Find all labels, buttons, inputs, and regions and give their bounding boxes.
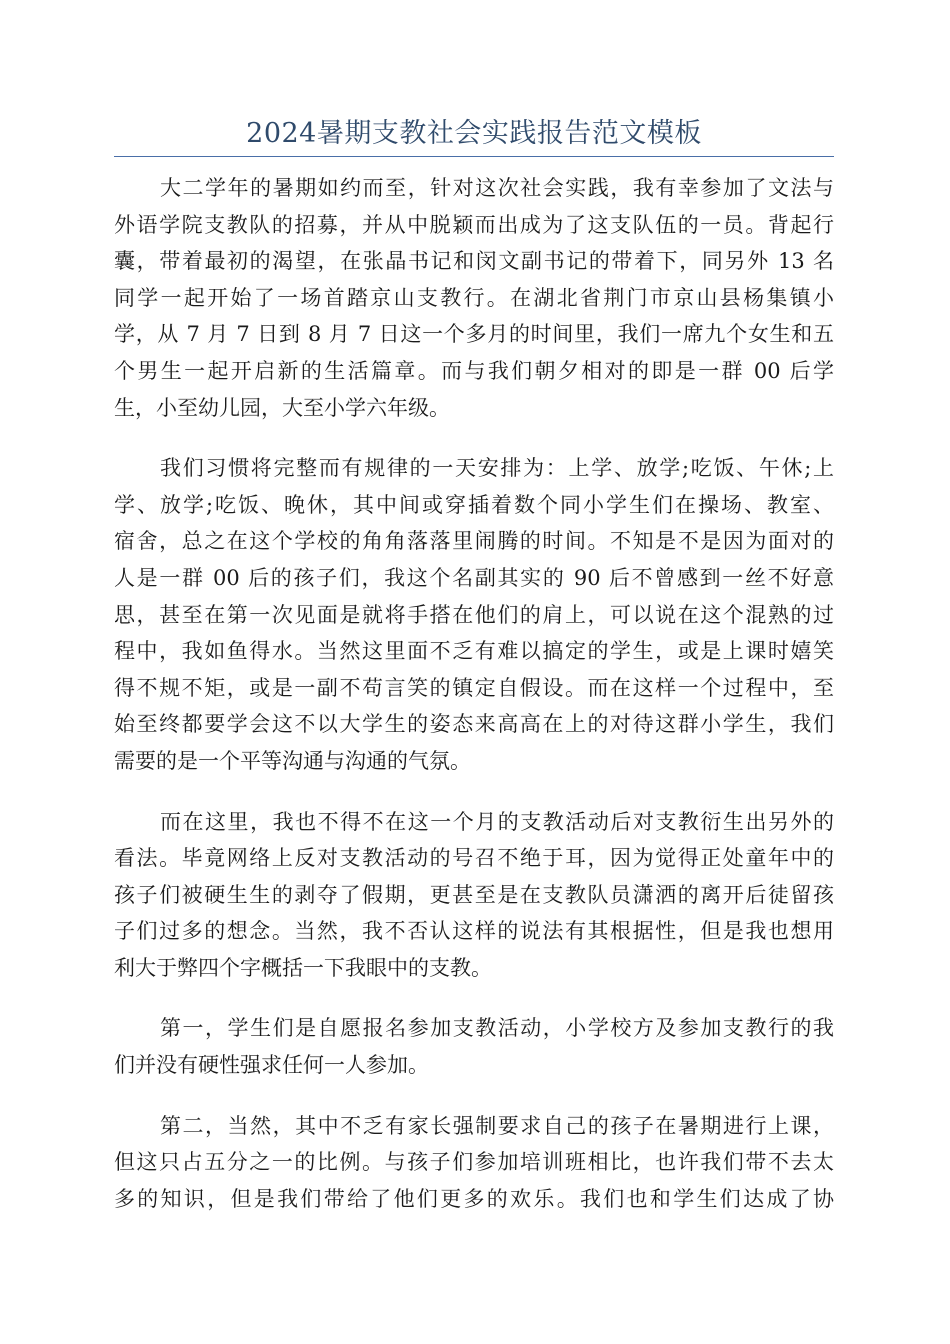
text-line: 子们过多的想念。当然，我不否认这样的说法有其根据性，但是我也想用 bbox=[114, 919, 834, 944]
text-line: 利大于弊四个字概括一下我眼中的支教。 bbox=[114, 955, 492, 980]
text-line: 孩子们被硬生生的剥夺了假期，更甚至是在支教队员潇洒的离开后徒留孩 bbox=[114, 882, 834, 907]
title-underline bbox=[114, 156, 834, 157]
text-line: 思，甚至在第一次见面是就将手搭在他们的肩上，可以说在这个混熟的过 bbox=[114, 602, 834, 627]
text-line: 大二学年的暑期如约而至，针对这次社会实践，我有幸参加了文法与 bbox=[160, 176, 834, 200]
text-line: 人是一群 00 后的孩子们，我这个名副其实的 90 后不曾感到一丝不好意 bbox=[114, 565, 834, 590]
paragraph bbox=[114, 170, 834, 426]
text-line: 生，小至幼儿园，大至小学六年级。 bbox=[114, 395, 450, 420]
text-line: 同学一起开始了一场首踏京山支教行。在湖北省荆门市京山县杨集镇小 bbox=[114, 285, 834, 310]
text-line: 们并没有硬性强求任何一人参加。 bbox=[114, 1053, 429, 1078]
document-title: 2024暑期支教社会实践报告范文模板 bbox=[246, 118, 702, 149]
text-line: 学、放学;吃饭、晚休，其中间或穿插着数个同小学生们在操场、教室、 bbox=[114, 492, 834, 517]
text-line: 外语学院支教队的招募，并从中脱颖而出成为了这支队伍的一员。背起行 bbox=[114, 212, 834, 237]
paragraph bbox=[114, 1010, 834, 1083]
text-line: 我们习惯将完整而有规律的一天安排为：上学、放学;吃饭、午休;上 bbox=[160, 456, 834, 481]
text-line: 个男生一起开启新的生活篇章。而与我们朝夕相对的即是一群 00 后学 bbox=[114, 358, 834, 383]
text-line: 始至终都要学会这不以大学生的姿态来高高在上的对待这群小学生，我们 bbox=[114, 712, 834, 737]
document-body bbox=[114, 170, 834, 1241]
paragraph bbox=[114, 804, 834, 987]
paragraph bbox=[114, 1108, 834, 1218]
text-line: 囊，带着最初的渴望，在张晶书记和闵文副书记的带着下，同另外 13 名 bbox=[114, 249, 834, 274]
text-line: 学，从 7 月 7 日到 8 月 7 日这一个多月的时间里，我们一席九个女生和五 bbox=[114, 322, 834, 347]
paragraph bbox=[114, 450, 834, 779]
text-line: 但这只占五分之一的比例。与孩子们参加培训班相比，也许我们带不去太 bbox=[114, 1150, 834, 1175]
text-line: 程中，我如鱼得水。当然这里面不乏有难以搞定的学生，或是上课时嬉笑 bbox=[114, 639, 834, 664]
text-line: 得不规不矩，或是一副不苟言笑的镇定自假设。而在这样一个过程中，至 bbox=[114, 675, 834, 700]
text-line: 需要的是一个平等沟通与沟通的气氛。 bbox=[114, 748, 471, 773]
text-line: 第二，当然，其中不乏有家长强制要求自己的孩子在暑期进行上课， bbox=[160, 1113, 834, 1138]
text-line: 宿舍，总之在这个学校的角角落落里闹腾的时间。不知是不是因为面对的 bbox=[114, 529, 834, 554]
text-line: 看法。毕竟网络上反对支教活动的号召不绝于耳，因为觉得正处童年中的 bbox=[114, 846, 834, 871]
text-line: 而在这里，我也不得不在这一个月的支教活动后对支教衍生出另外的 bbox=[160, 809, 834, 834]
text-line: 多的知识，但是我们带给了他们更多的欢乐。我们也和学生们达成了协 bbox=[114, 1186, 834, 1211]
text-line: 第一，学生们是自愿报名参加支教活动，小学校方及参加支教行的我 bbox=[160, 1016, 834, 1041]
